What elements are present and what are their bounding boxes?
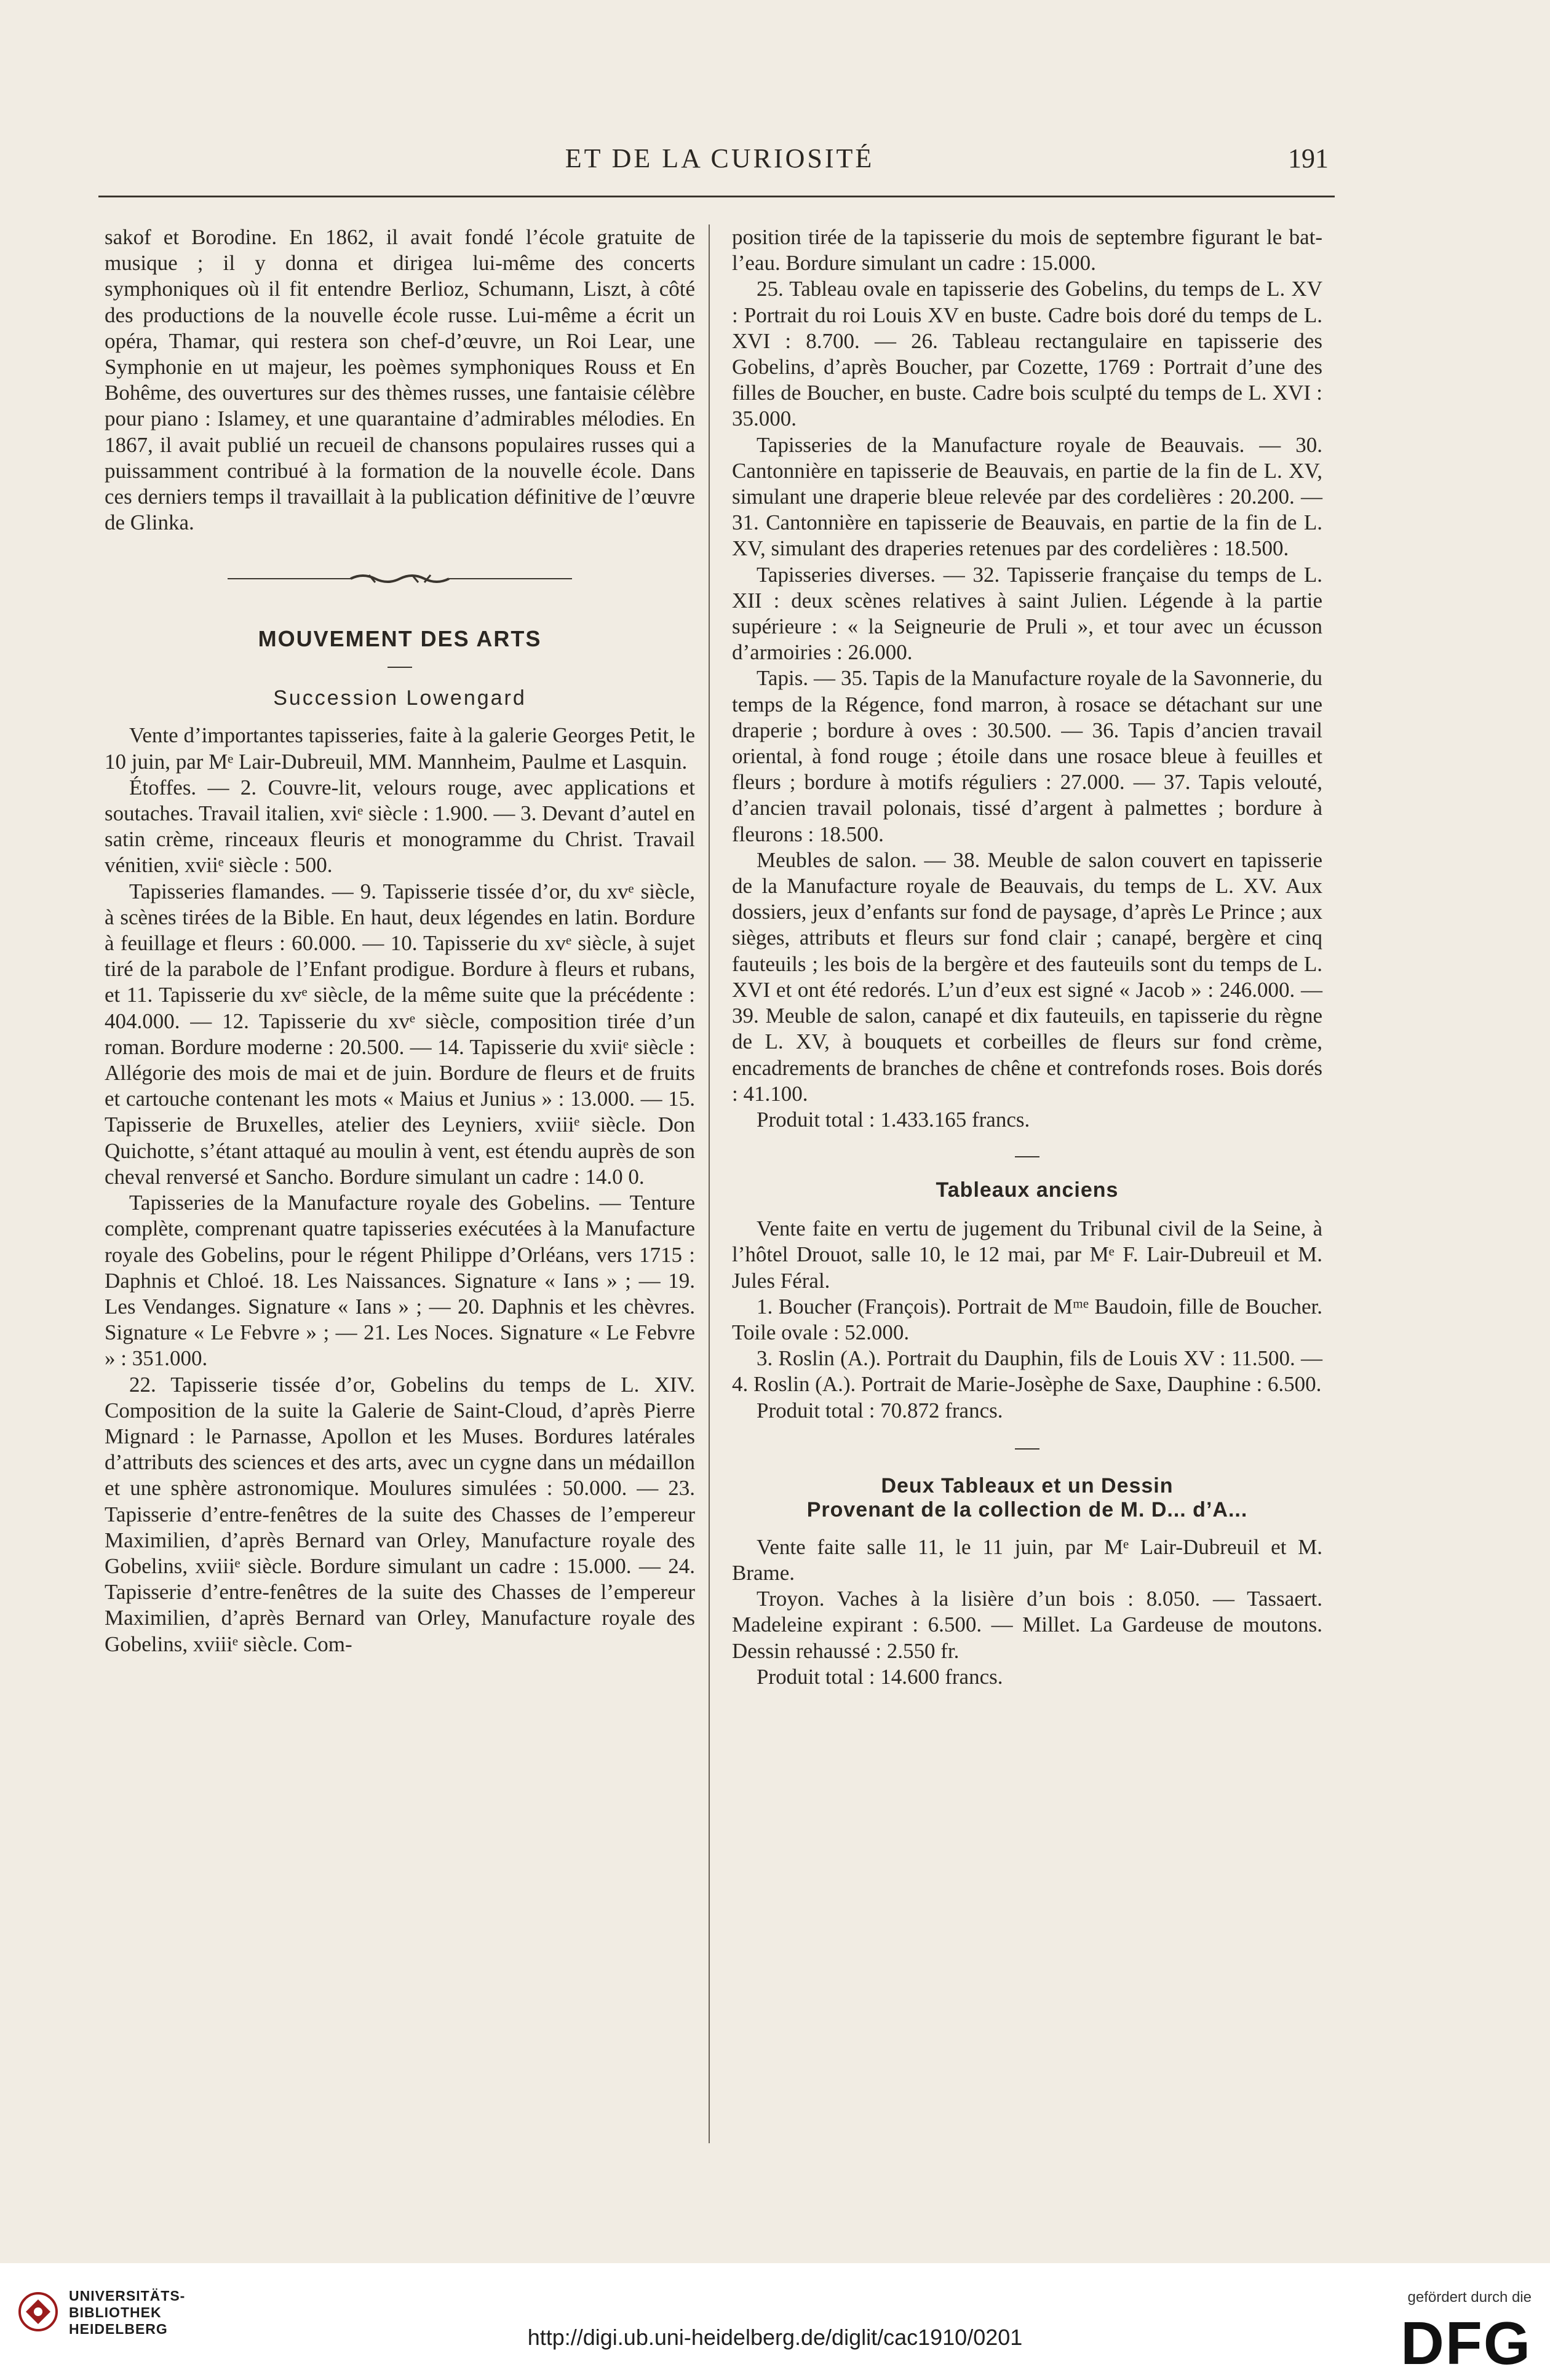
short-rule bbox=[1015, 1448, 1039, 1450]
header-rule bbox=[98, 196, 1335, 197]
column-divider bbox=[709, 224, 710, 2143]
footer-bar bbox=[0, 2263, 1550, 2380]
ornament-flourish-icon bbox=[228, 571, 572, 586]
paragraph: 22. Tapisserie tissée d’or, Gobelins du temps de L. XIV. Composition de la suite la Galerie de Saint-Cloud, d’après Pierre Mignard : le Parnasse, Apollon et les Muses. Bordures latérales d’attributs des sciences et des arts, avec un cygne dans un médaillon et une sphère astronomique. Moulures simulées : 50.000. — 23. Tapisserie d’entre-fenêtres de la suite des Chasses de l’empereur Maximilien, d’après Bernard van Orley, Manufacture royale des Gobelins, xviiiᵉ siècle. Bordure simulant un cadre : 15.000. — 24. Tapisserie d’entre-fenêtres de la suite des Chasses de l’empereur Maximilien, d’après Bernard van Orley, Manufacture royale des Gobelins, xviiiᵉ siècle. Com- bbox=[105, 1372, 695, 1656]
running-head bbox=[98, 134, 1341, 183]
running-title: ET DE LA CURIOSITÉ bbox=[565, 143, 875, 173]
paragraph: 25. Tableau ovale en tapisserie des Gobelins, du temps de L. XV : Portrait du roi Louis XV en buste. Cadre bois doré du temps de L. XVI : 8.700. — 26. Tableau rectangulaire en tapisserie des Gobelins, d’après Boucher, par Cozette, 1769 : Portrait d’une des filles de Boucher, en buste. Cadre bois sculpté du temps de L. XVI : 35.000. bbox=[732, 277, 1322, 431]
page-number: 191 bbox=[1288, 143, 1329, 173]
left-column bbox=[105, 224, 695, 1657]
paragraph: Produit total : 14.600 francs. bbox=[757, 1664, 1003, 1689]
paragraph: sakof et Borodine. En 1862, il avait fondé l’école gratuite de musique ; il y donna et dirigea lui-même des concerts symphoniques où il fit entendre Berlioz, Schumann, Liszt, à côté des productions de la nouvelle école russe. Lui-même a écrit un opéra, Thamar, qui restera son chef-d’œuvre, un Roi Lear, une Symphonie en ut majeur, les poèmes symphoniques Rouss et En Bohême, des ouvertures sur des thèmes russes, une fantaisie célèbre pour piano : Islamey, et une quarantaine d’admirables mélodies. En 1867, il avait publié un recueil de chansons populaires russes qui a puissamment contribué à la formation de la nouvelle école. Dans ces derniers temps il travaillait à la publication définitive de l’œuvre de Glinka. bbox=[105, 225, 695, 535]
section-title: Tableaux anciens bbox=[936, 1178, 1119, 1202]
paragraph: Vente d’importantes tapisseries, faite à la galerie Georges Petit, le 10 juin, par Mᵉ Lair-Dubreuil, MM. Mannheim, Paulme et Lasquin. bbox=[105, 723, 695, 774]
dfg-logo: DFG bbox=[1401, 2309, 1532, 2377]
paragraph: Tapisseries flamandes. — 9. Tapisserie tissée d’or, du xvᵉ siècle, à scènes tirées de la Bible. En haut, deux légendes en latin. Bordure à feuillage et fleurs : 60.000. — 10. Tapisserie du xvᵉ siècle, à sujet tiré de la parabole de l’Enfant prodigue. Bordure à fleurs et rubans, et 11. Tapisserie du xvᵉ siècle, de la même suite que la précédente : 404.000. — 12. Tapisserie du xvᵉ siècle, composition tirée d’un roman. Bordure moderne : 20.500. — 14. Tapisserie du xviiᵉ siècle : Allégorie des mois de mai et de juin. Bordure de fleurs et de fruits et cartouche contenant les mots « Maius et Junius » : 13.000. — 15. Tapisserie de Bruxelles, atelier des Leyniers, xviiiᵉ siècle. Don Quichotte, s’étant attaqué au moulin à vent, est étendu auprès de son cheval renversé et Sancho. Bordure simulant un cadre : 14.0 0. bbox=[105, 879, 695, 1189]
library-name: UNIVERSITÄTS- BIBLIOTHEK HEIDELBERG bbox=[69, 2288, 186, 2337]
paragraph: Vente faite salle 11, le 11 juin, par Mᵉ Lair-Dubreuil et M. Brame. bbox=[732, 1534, 1322, 1585]
short-rule bbox=[1015, 1156, 1039, 1157]
short-rule bbox=[388, 667, 412, 668]
paragraph: Produit total : 1.433.165 francs. bbox=[757, 1107, 1030, 1132]
section-title: Deux Tableaux et un Dessin bbox=[881, 1474, 1174, 1497]
paragraph: Étoffes. — 2. Couvre-lit, velours rouge, avec applications et soutaches. Travail italien, xviᵉ siècle : 1.900. — 3. Devant d’autel en satin crème, rinceaux fleuris et monogramme du Christ. Travail vénitien, xviiᵉ siècle : 500. bbox=[105, 775, 695, 878]
paragraph: Tapis. — 35. Tapis de la Manufacture royale de la Savonnerie, du temps de la Régence, fond marron, à rosace se détachant sur une draperie ; bordure à oves : 30.500. — 36. Tapis d’ancien travail oriental, à fond rouge ; étoile dans une rosace bleue à feuilles et fleurs ; bordure à motifs réguliers : 27.000. — 37. Tapis velouté, d’ancien travail polonais, tissé d’argent à palmettes ; bordure à fleurons : 18.500. bbox=[732, 666, 1322, 846]
paragraph: Meubles de salon. — 38. Meuble de salon couvert en tapisserie de la Manufacture royale de Beauvais, du temps de L. XV. Aux dossiers, jeux d’enfants sur fond de paysage, d’après Le Prince ; aux sièges, attributs et fleurs sur fond clair ; canapé, bergère et cinq fauteuils ; les bois de la bergère et des fauteuils sont du temps de L. XVI et ont été redorés. L’un d’eux est signé « Jacob » : 246.000. — 39. Meuble de salon, canapé et dix fauteuils, en tapisserie du règne de L. XV, à bouquets et corbeilles de fleurs sur fond crème, encadrements de branches de chêne et contrefonds roses. Bois dorés : 41.100. bbox=[732, 847, 1322, 1106]
right-column bbox=[732, 224, 1322, 1690]
paragraph: Tapisseries de la Manufacture royale des Gobelins. — Tenture complète, comprenant quatre tapisseries exécutées à la Manufacture royale des Gobelins, pour le régent Philippe d’Orléans, vers 1715 : Daphnis et Chloé. 18. Les Naissances. Signature « Ians » ; — 19. Les Vendanges. Signature « Ians » ; — 20. Daphnis et les chèvres. Signature « Le Febvre » ; — 21. Les Noces. Signature « Le Febvre » : 351.000. bbox=[105, 1191, 695, 1371]
funding-caption: gefördert durch die bbox=[1407, 2289, 1532, 2306]
paragraph: position tirée de la tapisserie du mois de septembre figurant le bat-l’eau. Bordure simulant un cadre : 15.000. bbox=[732, 225, 1322, 276]
section-subtitle: Provenant de la collection de M. D... d’A... bbox=[806, 1497, 1248, 1521]
ornament-divider bbox=[105, 571, 695, 589]
paragraph: Troyon. Vaches à la lisière d’un bois : 8.050. — Tassaert. Madeleine expirant : 6.500. — Millet. La Gardeuse de moutons. Dessin rehaussé : 2.550 fr. bbox=[732, 1587, 1322, 1663]
permalink-url[interactable]: http://digi.ub.uni-heidelberg.de/diglit/cac1910/0201 bbox=[527, 2325, 1023, 2350]
paragraph: Tapisseries de la Manufacture royale de Beauvais. — 30. Cantonnière en tapisserie de Beauvais, en partie de la fin de L. XV, simulant une draperie bleue relevée par des cordelières : 20.200. — 31. Cantonnière en tapisserie de Beauvais, en partie de la fin de L. XV, simulant des draperies retenues par des cordelières : 18.500. bbox=[732, 432, 1322, 561]
section-title: MOUVEMENT DES ARTS bbox=[258, 626, 542, 652]
paragraph: 3. Roslin (A.). Portrait du Dauphin, fils de Louis XV : 11.500. — 4. Roslin (A.). Portrait de Marie-Josèphe de Saxe, Dauphine : 6.500. bbox=[732, 1346, 1322, 1397]
paragraph: Vente faite en vertu de jugement du Tribunal civil de la Seine, à l’hôtel Drouot, salle 10, le 12 mai, par Mᵉ F. Lair-Dubreuil et M. Jules Féral. bbox=[732, 1216, 1322, 1293]
paragraph: 1. Boucher (François). Portrait de Mᵐᵉ Baudoin, fille de Boucher. Toile ovale : 52.000. bbox=[732, 1294, 1322, 1344]
paragraph: Produit total : 70.872 francs. bbox=[757, 1398, 1003, 1422]
paragraph: Tapisseries diverses. — 32. Tapisserie française du temps de L. XII : deux scènes relatives à saint Julien. Légende à la partie supérieure : « la Seigneurie de Pruli », et tour avec un écusson d’armoiries : 26.000. bbox=[732, 562, 1322, 665]
subsection-title: Succession Lowengard bbox=[273, 686, 527, 710]
